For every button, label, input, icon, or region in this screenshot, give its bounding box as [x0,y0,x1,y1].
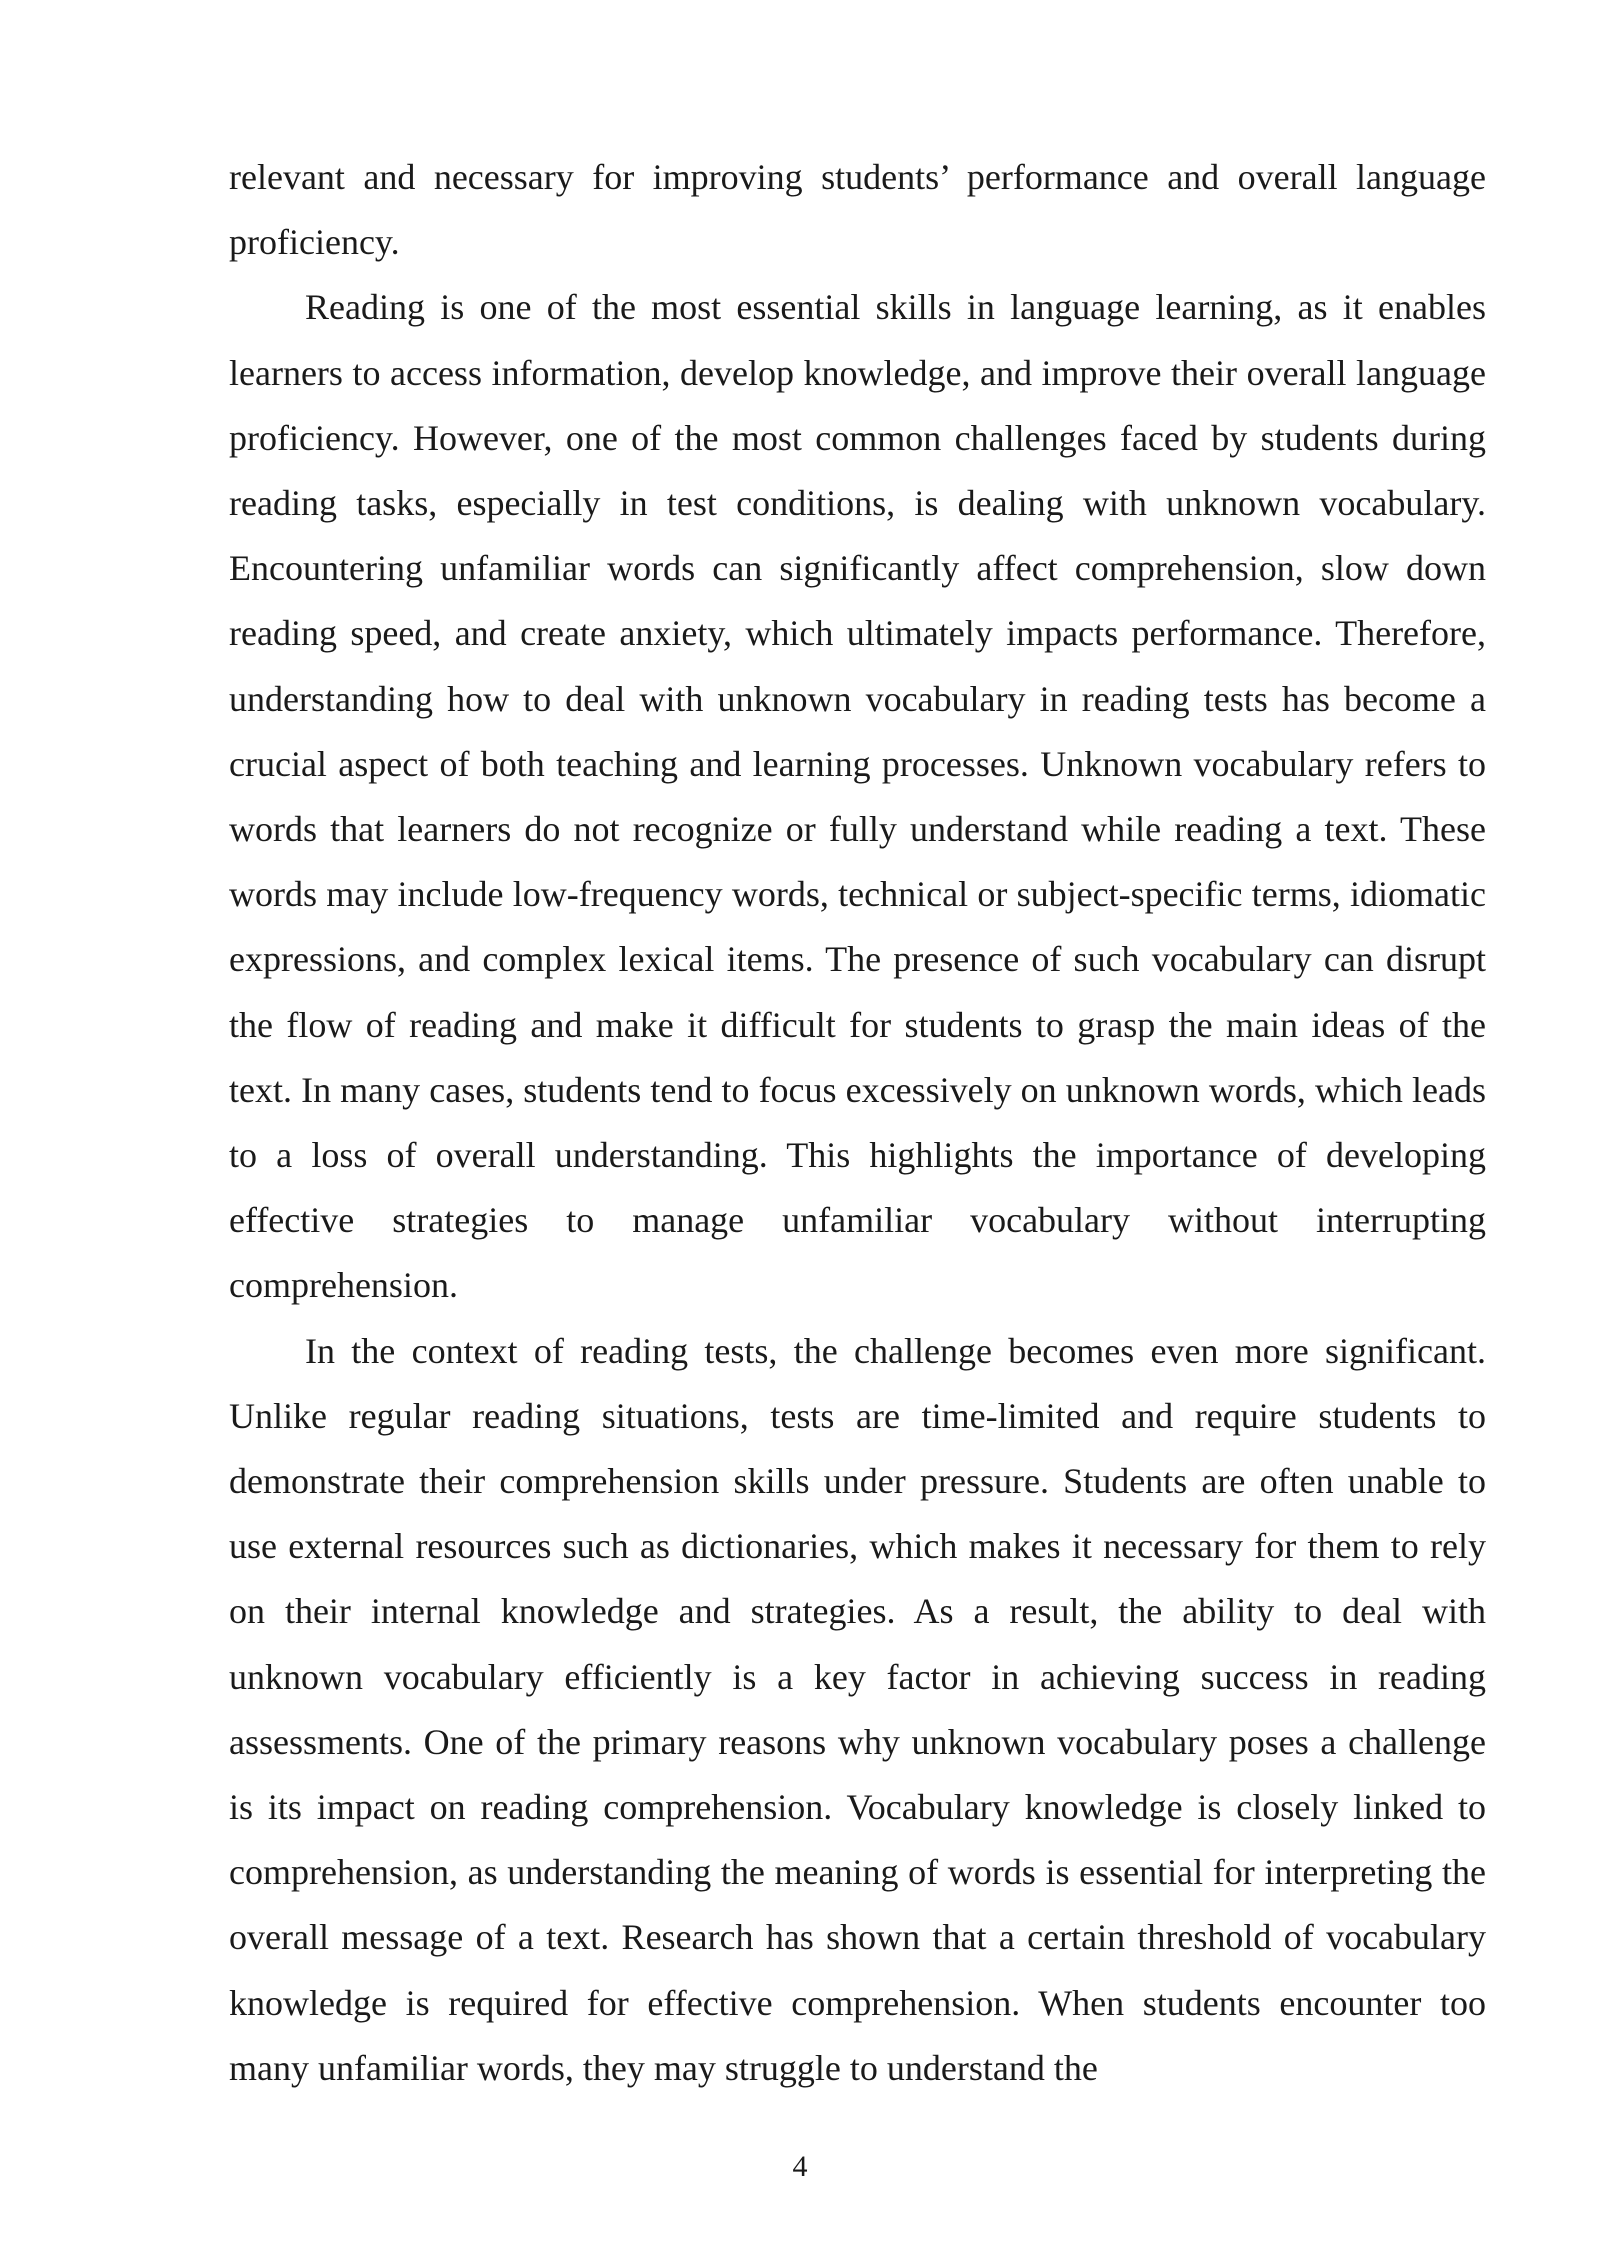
body-text [229,145,1486,2101]
paragraph-reading-tests: In the context of reading tests, the challenge becomes even more significant. Unlike regular reading situations, tests are time-limited and require students to demonstrate their comprehension skills under pressure. Students are often unable to use external resources such as dictionaries, which makes it necessary for them to rely on their internal knowledge and strategies. As a result, the ability to deal with unknown vocabulary efficiently is a key factor in achieving success in reading assessments. One of the primary reasons why unknown vocabulary poses a challenge is its impact on reading comprehension. Vocabulary knowledge is closely linked to comprehension, as understanding the meaning of words is essential for interpreting the overall message of a text. Research has shown that a certain threshold of vocabulary knowledge is required for effective comprehension. When students encounter too many unfamiliar words, they may struggle to understand the [229,1330,1486,2088]
paragraph-continuation: relevant and necessary for improving students’ performance and overall language proficiency. [229,157,1486,263]
page-number: 4 [792,2150,808,2183]
paragraph-reading-skills: Reading is one of the most essential skills in language learning, as it enables learners to access information, develop knowledge, and improve their overall language proficiency. However, one of the most common challenges faced by students during reading tasks, especially in test conditions, is dealing with unknown vocabulary. Encountering unfamiliar words can significantly affect comprehension, slow down reading speed, and create anxiety, which ultimately impacts performance. Therefore, understanding how to deal with unknown vocabulary in reading tests has become a crucial aspect of both teaching and learning processes. Unknown vocabulary refers to words that learners do not recognize or fully understand while reading a text. These words may include low-frequency words, technical or subject-specific terms, idiomatic expressions, and complex lexical items. The presence of such vocabulary can disrupt the flow of reading and make it difficult for students to grasp the main ideas of the text. In many cases, students tend to focus excessively on unknown words, which leads to a loss of overall understanding. This highlights the importance of developing effective strategies to manage unfamiliar vocabulary without interrupting comprehension. [229,287,1486,1306]
